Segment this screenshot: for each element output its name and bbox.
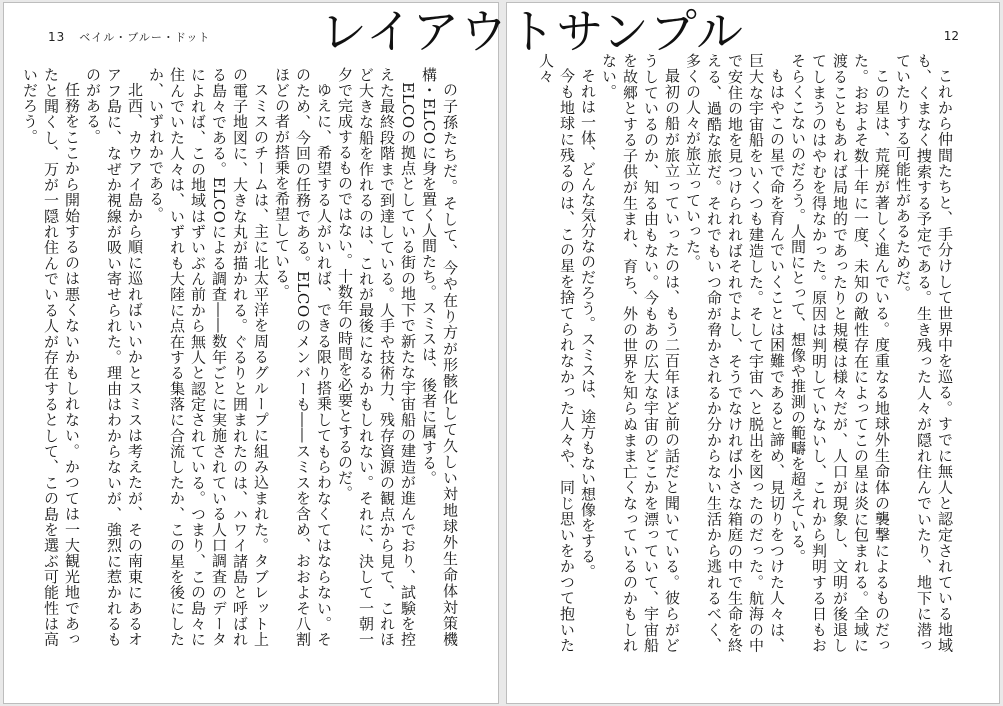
paragraph: これから仲間たちと、手分けして世界中を巡る。すでに無人と認定されている地域も、くまなく捜索する予定である。生き残った人々が隠れ住んでいたり、地下に潜っていたりする可能性があるためだ。: [894, 53, 954, 654]
left-page-number: 13: [48, 30, 66, 44]
right-page-body: [515, 53, 955, 653]
paragraph: それは一体、どんな気分なのだろう。スミスは、途方もない想像をする。: [579, 68, 597, 580]
paragraph: 任務をここから開始するのは悪くないかもしれない。かつては一大観光地であったと聞くし、万が一隠れ住んでいる人が存在するとして、この島を選ぶ可能性は高いだろう。: [21, 67, 81, 647]
left-page: [4, 3, 498, 703]
right-page: [507, 3, 999, 703]
left-page-body: [21, 67, 460, 648]
paragraph: この星は、荒廃が著しく進んでいる。度重なる地球外生命体の襲撃によるものだった。おおよそ数十年に一度、未知の敵性存在によってこの星は炎に包まれる。全域に渡ることもあれば局地的であったりと規模は様々だが、人口が現象し、文明が後退してしまうのはやむを得なかった。原因は判明していないし、これから判明する日もおそらくこないのだろう。人間にとって、想像や推測の範疇を超えている。: [789, 53, 891, 654]
paragraph: ゆえに、希望する人がいれば、できる限り搭乗してもらわなくてはならない。そのため、今回の任務である。ELCOのメンバーも――スミスを含め、おおよそ八割ほどの者が搭乗を希望している。: [273, 67, 333, 648]
paragraph: スミスのチームは、主に北太平洋を周るグループに組み込まれた。タブレット上の電子地図に、大きな丸が描かれる。ぐるりと囲まれたのは、ハワイ諸島と呼ばれる島々である。ELCOによる調査――数年ごとに実施されている人口調査のデータによれば、この地域はずいぶん前から無人と認定されている。つまり、この島々に住んでいた人々は、いずれも大陸に点在する集落に合流したか、この星を後にしたか、いずれかである。: [147, 67, 270, 647]
paragraph: 北西、カウアイ島から順に巡ればいいかとスミスは考えたが、その南東にあるオアフ島に、なぜか視線が吸い寄せられた。理由はわからないが、強烈に惹かれるものがある。: [84, 67, 144, 647]
paragraph: 今も地球に残るのは、この星を捨てられなかった人々や、同じ思いをかつて抱いた人々: [537, 53, 576, 654]
paragraph: 最初の船が旅立っていったのは、もう二百年ほど前の話だと聞いている。彼らがどうしているのか、知る由もない。今もあの広大な宇宙のどこかを漂っていて、宇宙船を故郷とする子供が生まれ、育ち、外の世界を知らぬまま亡くなっているのかもしれない。: [600, 53, 681, 654]
paragraph: ELCOの拠点としている街の地下で新たな宇宙船の建造が進んでおり、試験を控えた最終段階まで到達している。人手や技術力、残存資源の観点から見て、これほど大きな船を作れるのは、これが最後になるかもしれない。それに、決して一朝一夕で完成するものではない。十数年の時間を必要とするのだ。: [336, 67, 417, 647]
paragraph: の子孫たちだ。そして、今や在り方が形骸化して久しい対地球外生命体対策機構・ELCOに身を置く人間たち。スミスは、後者に属する。: [420, 67, 459, 647]
left-page-header: [48, 29, 210, 45]
layout-sample-title: レイアウトサンプル: [320, 5, 745, 60]
running-head: ベイル・ブルー・ドット: [79, 31, 211, 44]
right-page-number: 12: [943, 29, 959, 43]
paragraph: もはやこの星で命を育んでいくことは困難であると諦め、見切りをつけた人々は、巨大な宇宙船をいくつも建造した。そして宇宙へと脱出を図ったのだった。航海の中で安住の地を見つけられればそれでよし、そうでなければ小さな箱庭の中で生命を終える、過酷な旅だ。それでもいつ命が脅かされるか分からない生活から逃れるべく、多くの人々が旅立っていった。: [684, 53, 786, 654]
